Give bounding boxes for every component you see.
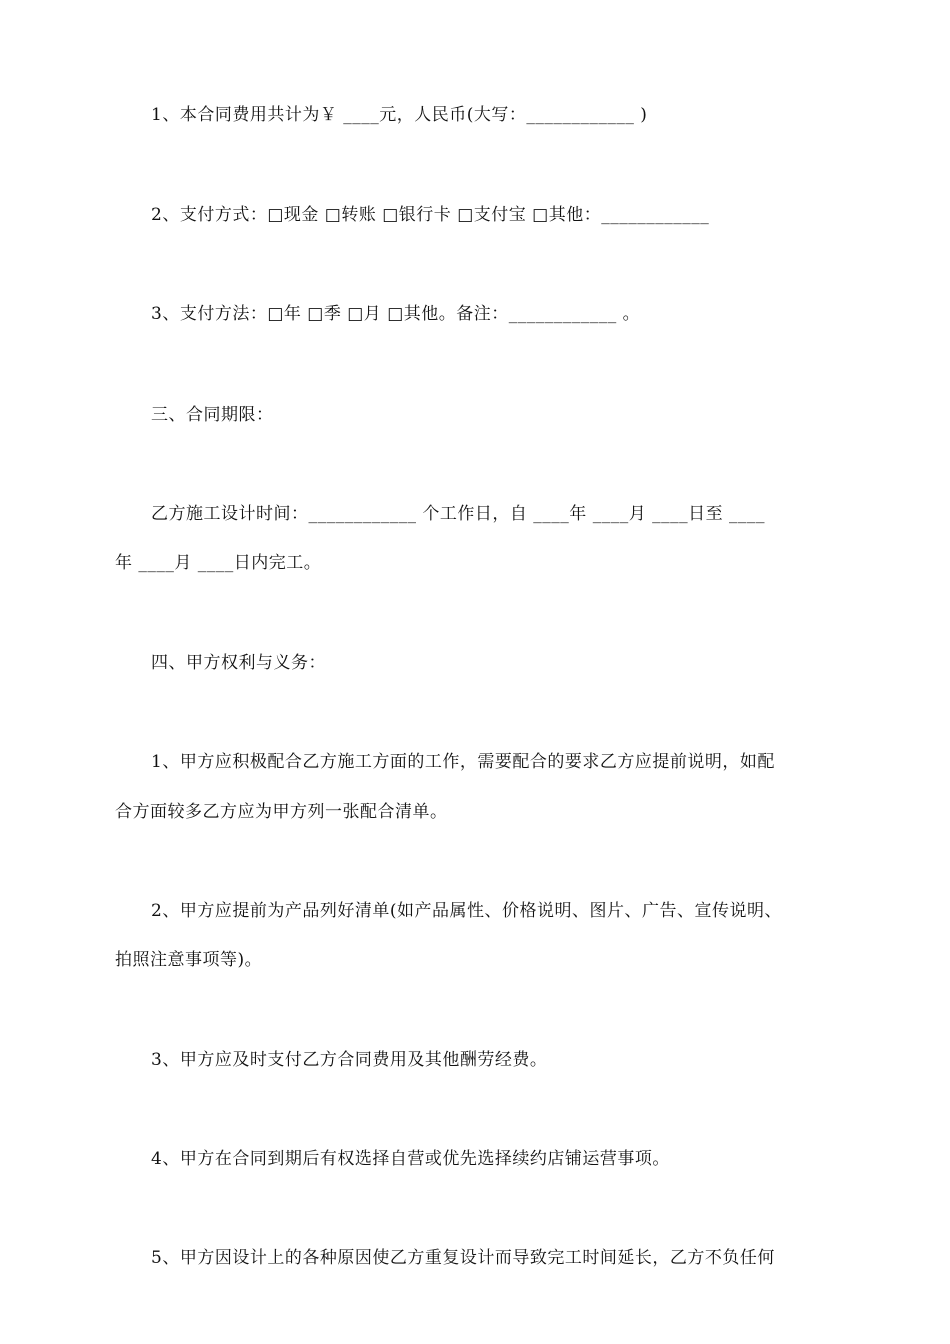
party-a-clause-5: 5、甲方因设计上的各种原因使乙方重复设计而导致完工时间延长，乙方不负任何	[151, 1248, 775, 1268]
party-a-rights-heading: 四、甲方权利与义务：	[151, 653, 326, 673]
party-a-clause-1-cont: 合方面较多乙方应为甲方列一张配合清单。	[115, 802, 448, 822]
construction-time-line: 乙方施工设计时间：____________ 个工作日，自 ____年 ____月 ____日至 ____	[151, 504, 766, 524]
party-a-clause-1: 1、甲方应积极配合乙方施工方面的工作，需要配合的要求乙方应提前说明，如配	[151, 752, 775, 772]
contract-term-heading: 三、合同期限：	[151, 405, 274, 425]
party-a-clause-2-cont: 拍照注意事项等)。	[115, 950, 263, 970]
party-a-clause-2: 2、甲方应提前为产品列好清单(如产品属性、价格说明、图片、广告、宣传说明、	[151, 901, 782, 921]
payment-method-line: 2、支付方式：□现金 □转账 □银行卡 □支付宝 □其他：____________	[151, 205, 710, 225]
party-a-clause-4: 4、甲方在合同到期后有权选择自营或优先选择续约店铺运营事项。	[151, 1149, 670, 1169]
fee-total-line: 1、本合同费用共计为￥ ____元，人民币(大写：____________ )	[151, 105, 648, 125]
party-a-clause-3: 3、甲方应及时支付乙方合同费用及其他酬劳经费。	[151, 1050, 548, 1070]
payment-schedule-line: 3、支付方法：□年 □季 □月 □其他。备注：____________ 。	[151, 304, 641, 324]
construction-time-line-cont: 年 ____月 ____日内完工。	[115, 553, 322, 573]
